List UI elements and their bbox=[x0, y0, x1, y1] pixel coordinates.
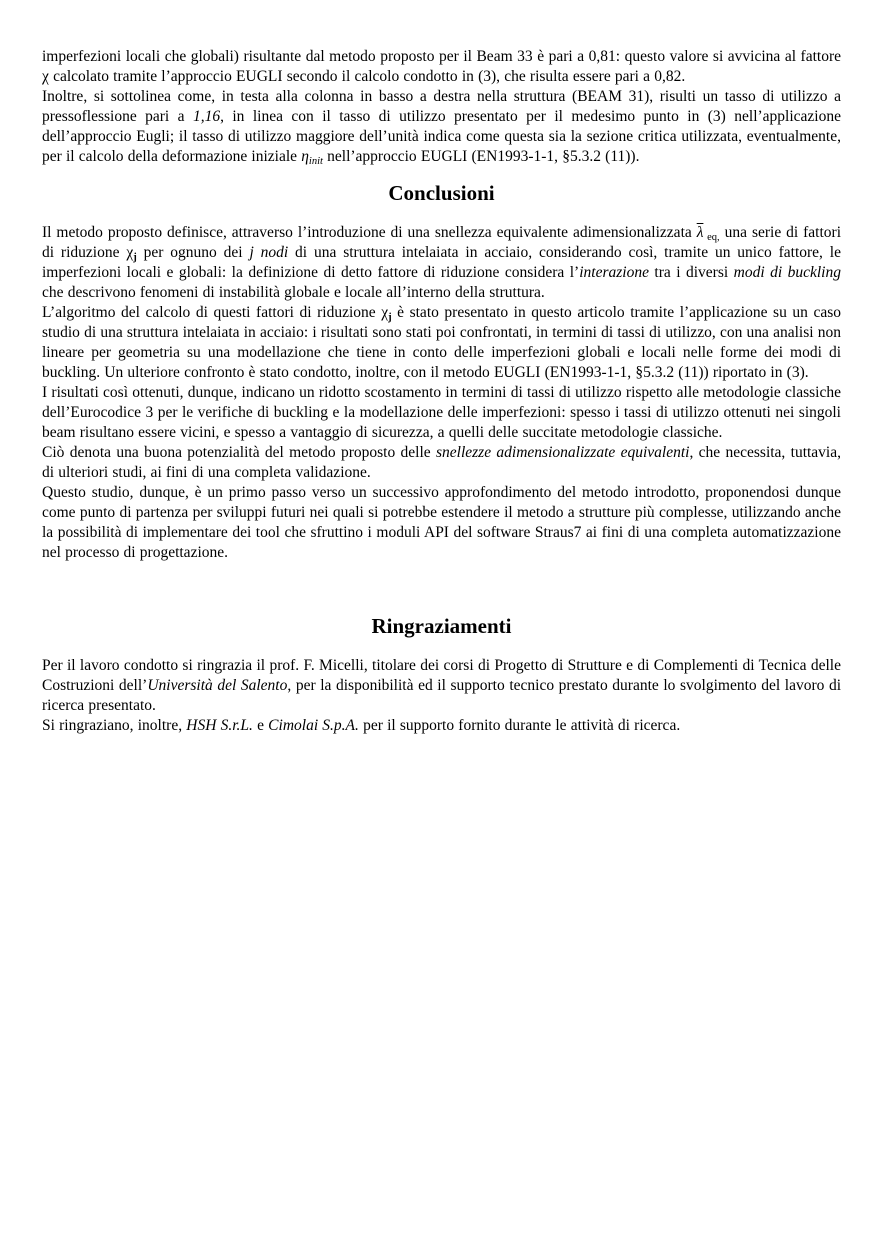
section-ringraziamenti bbox=[42, 613, 841, 736]
text-run: HSH S.r.L. bbox=[186, 717, 253, 734]
text-run: η bbox=[301, 148, 309, 165]
text-run: Il metodo proposto definisce, attraverso l’introduzione di una snellezza equivalente adimensionalizzata bbox=[42, 224, 697, 241]
paragraph bbox=[42, 443, 841, 483]
text-run: , che necessita, tuttavia, di ulteriori studi, ai fini di una completa validazione. bbox=[42, 444, 841, 481]
text-run: snellezze adimensionalizzate equivalenti bbox=[436, 444, 690, 461]
text-run: di una struttura intelaiata in acciaio, considerando così, tramite un unico fattore, le imperfezioni locali e globali: la definizione di detto fattore di riduzione considera l’ bbox=[42, 244, 841, 281]
heading-conclusioni: Conclusioni bbox=[388, 181, 495, 205]
text-run: tra i diversi bbox=[648, 264, 734, 281]
text-run: , per la disponibilità ed il supporto tecnico prestato durante lo svolgimento del lavoro di ricerca presentato. bbox=[42, 677, 841, 714]
text-run: init bbox=[308, 155, 323, 167]
text-run: che descrivono fenomeni di instabilità globale e locale all’interno della struttura. bbox=[42, 284, 545, 301]
text-run: , in linea con il tasso di utilizzo presentato per il medesimo punto in (3) nell’applicazione dell’approccio Eugli; il tasso di utilizzo maggiore dell’unità indica come questa sia la sezione critica utilizzata, eventualmente, per il calcolo della deformazione iniziale bbox=[42, 108, 841, 165]
text-run: 1,16 bbox=[192, 108, 221, 125]
paragraph bbox=[42, 656, 841, 716]
text-run: Questo studio, dunque, è un primo passo verso un successivo approfondimento del metodo introdotto, proponendosi dunque come punto di partenza per sviluppi futuri nei quali si potrebbe estendere il metodo a strutture più complesse, utilizzando anche la possibilità di implementare dei tool che sfruttino i moduli API del software Straus7 ai fini di una completa automatizzazione nel processo di progettazione. bbox=[42, 484, 841, 561]
paragraph bbox=[42, 383, 841, 443]
text-run: per ognuno dei bbox=[136, 244, 250, 261]
paragraph bbox=[42, 716, 841, 736]
text-run: $\overline{\lambda}$ bbox=[696, 224, 704, 241]
text-run: imperfezioni locali che globali) risultante dal metodo proposto per il Beam 33 è pari a 0,81: questo valore si avvicina al fattore χ calcolato tramite l’approccio EUGLI secondo il calcolo condotto in (3), che risulta essere pari a 0,82. bbox=[42, 48, 841, 85]
text-run: j bbox=[388, 311, 392, 323]
text-run: e bbox=[252, 717, 269, 734]
text-run: interazione bbox=[579, 264, 649, 281]
text-run: Si ringraziano, inoltre, bbox=[42, 717, 187, 734]
paragraph bbox=[42, 483, 841, 563]
paragraph bbox=[42, 223, 841, 303]
heading-ringraziamenti: Ringraziamenti bbox=[371, 614, 512, 638]
text-run: modi di buckling bbox=[733, 264, 841, 281]
paragraph bbox=[42, 303, 841, 383]
text-run: j nodi bbox=[249, 244, 289, 261]
text-run: Università del Salento bbox=[147, 677, 288, 694]
section-conclusioni bbox=[42, 180, 841, 563]
paragraph bbox=[42, 87, 841, 167]
text-run: L’algoritmo del calcolo di questi fattori di riduzione χ bbox=[42, 304, 389, 321]
text-run: Per il lavoro condotto si ringrazia il prof. F. Micelli, titolare dei corsi di Progetto di Strutture e di Complementi di Tecnica delle Costruzioni dell’ bbox=[42, 657, 841, 694]
text-run: eq, bbox=[703, 231, 720, 243]
text-run: una serie di fattori di riduzione χ bbox=[42, 224, 841, 261]
text-run: Ciò denota una buona potenzialità del metodo proposto delle bbox=[42, 444, 436, 461]
text-run: Cimolai S.p.A. bbox=[268, 717, 359, 734]
text-run: per il supporto fornito durante le attività di ricerca. bbox=[358, 717, 681, 734]
text-run: Inoltre, si sottolinea come, in testa alla colonna in basso a destra nella struttura (BEAM 31), risulti un tasso di utilizzo a pressoflessione pari a bbox=[42, 88, 841, 125]
text-run: j bbox=[133, 251, 137, 263]
text-run: nell’approccio EUGLI (EN1993-1-1, §5.3.2 (11)). bbox=[322, 148, 640, 165]
text-run: è stato presentato in questo articolo tramite l’applicazione su un caso studio di una struttura intelaiata in acciaio: i risultati sono stati poi confrontati, in termini di tassi di utilizzo, con una analisi non lineare per geometria su una modellazione che tiene in conto delle imperfezioni globali e locali nelle forme dei modi di buckling. Un ulteriore confronto è stato condotto, inoltre, con il metodo EUGLI (EN1993-1-1, §5.3.2 (11)) riportato in (3). bbox=[42, 304, 841, 381]
section-intro bbox=[42, 47, 841, 167]
text-run: I risultati così ottenuti, dunque, indicano un ridotto scostamento in termini di tassi di utilizzo rispetto alle metodologie classiche dell’Eurocodice 3 per le verifiche di buckling e la modellazione delle imperfezioni: spesso i tassi di utilizzo ottenuti nei singoli beam risultano essere vicini, e spesso a vantaggio di sicurezza, a quelli delle succitate metodologie classiche. bbox=[42, 384, 841, 441]
paragraph bbox=[42, 47, 841, 87]
